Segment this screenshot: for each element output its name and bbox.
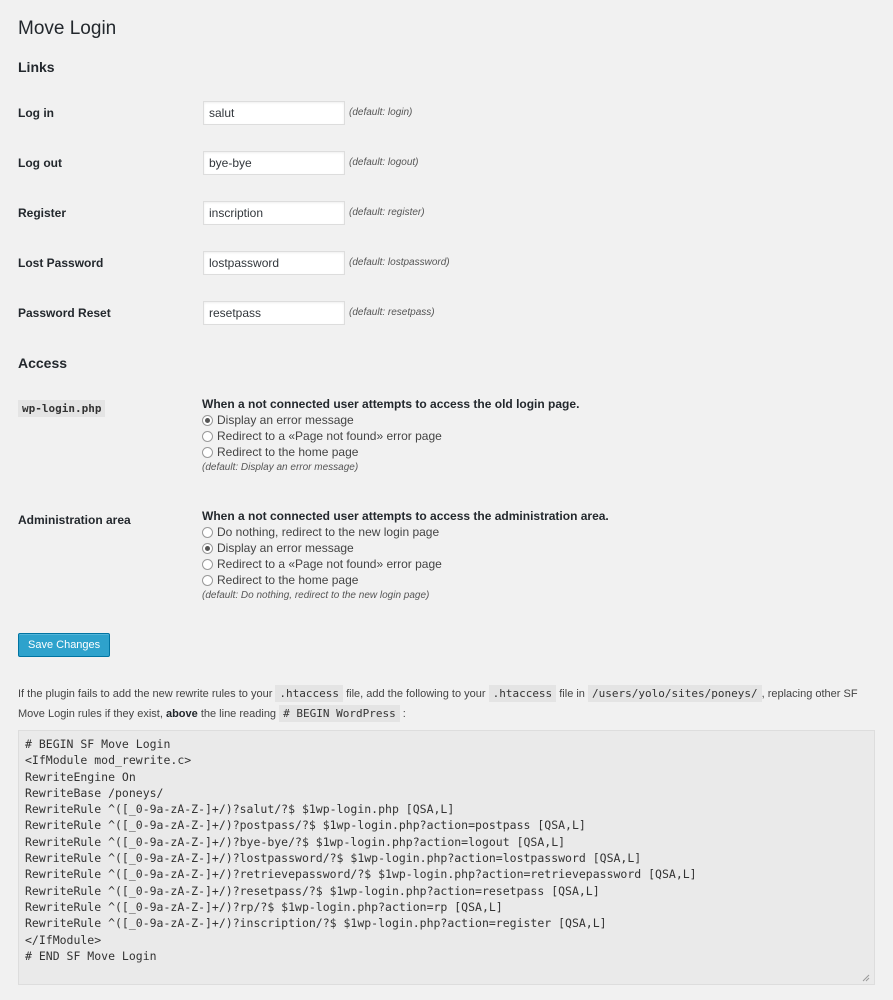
htaccess-instructions xyxy=(18,684,880,724)
radio-icon[interactable] xyxy=(202,527,213,538)
wp-login-access-setting xyxy=(18,396,875,476)
admin-radio-home[interactable] xyxy=(202,572,875,588)
wp-login-radio-error[interactable] xyxy=(202,412,875,428)
begin-wordpress-code: # BEGIN WordPress xyxy=(279,705,400,722)
wp-login-radio-home[interactable] xyxy=(202,444,875,460)
logout-row xyxy=(18,151,875,201)
radio-label: Redirect to a «Page not found» error page xyxy=(217,428,442,443)
radio-label: Do nothing, redirect to the new login page xyxy=(217,524,440,539)
htaccess-rules-textarea[interactable]: # BEGIN SF Move Login <IfModule mod_rewrite.c> RewriteEngine On RewriteBase /poneys/ RewriteRule ^([_0-9a-zA-Z-]+/)?salut/?$ $1wp-login.php [QSA,L] RewriteRule ^([_0-9a-zA-Z-]+/)?postpass/?$ $1wp-login.php?action=postpass [QSA,L] RewriteRule ^([_0-9a-zA-Z-]+/)?bye-bye/?$ $1wp-login.php?action=logout [QSA,L] RewriteRule ^([_0-9a-zA-Z-]+/)?lostpassword/?$ $1wp-login.php?action=lostpassword [QSA,L] RewriteRule ^([_0-9a-zA-Z-]+/)?retrievepassword/?$ $1wp-login.php?action=retrievepassword [QSA,L] RewriteRule ^([_0-9a-zA-Z-]+/)?resetpass/?$ $1wp-login.php?action=resetpass [QSA,L] RewriteRule ^([_0-9a-zA-Z-]+/)?rp/?$ $1wp-login.php?action=rp [QSA,L] RewriteRule ^([_0-9a-zA-Z-]+/)?inscription/?$ $1wp-login.php?action=register [QSA,L] </IfModule> # END SF Move Login xyxy=(18,730,875,985)
page-title: Move Login xyxy=(18,18,117,39)
register-label: Register xyxy=(18,205,67,220)
register-default-hint: (default: register) xyxy=(349,206,425,218)
radio-icon[interactable] xyxy=(202,431,213,442)
lost-password-slug-input[interactable] xyxy=(203,251,345,275)
admin-radio-error[interactable] xyxy=(202,540,875,556)
register-row xyxy=(18,201,875,251)
password-reset-row xyxy=(18,301,875,340)
htaccess-code: .htaccess xyxy=(489,685,557,702)
login-row xyxy=(18,101,875,151)
radio-label: Redirect to the home page xyxy=(217,572,359,587)
radio-icon[interactable] xyxy=(202,447,213,458)
note-text: , replacing other SF Move Login rules if they exist, xyxy=(18,688,858,720)
admin-radio-404[interactable] xyxy=(202,556,875,572)
radio-label: Display an error message xyxy=(217,412,354,427)
admin-default-hint: (default: Do nothing, redirect to the new login page) xyxy=(202,590,430,602)
radio-label: Display an error message xyxy=(217,540,354,555)
resize-grip-icon[interactable] xyxy=(862,974,870,982)
radio-icon[interactable] xyxy=(202,415,213,426)
admin-options xyxy=(202,508,875,604)
radio-icon[interactable] xyxy=(202,559,213,570)
note-text: : xyxy=(402,708,406,720)
radio-label: Redirect to a «Page not found» error page xyxy=(217,556,442,571)
password-reset-slug-input[interactable] xyxy=(203,301,345,325)
password-reset-default-hint: (default: resetpass) xyxy=(349,306,435,318)
login-default-hint: (default: login) xyxy=(349,106,413,118)
wp-login-code: wp-login.php xyxy=(18,400,105,417)
site-path-code: /users/yolo/sites/poneys/ xyxy=(588,685,762,702)
save-changes-button[interactable]: Save Changes xyxy=(18,633,110,657)
logout-slug-input[interactable] xyxy=(203,151,345,175)
admin-radio-nothing[interactable] xyxy=(202,524,875,540)
lost-password-label: Lost Password xyxy=(18,255,104,270)
admin-access-setting xyxy=(18,508,875,604)
lost-password-default-hint: (default: lostpassword) xyxy=(349,256,450,268)
access-heading: Access xyxy=(18,354,68,371)
wp-login-radio-404[interactable] xyxy=(202,428,875,444)
admin-area-label: Administration area xyxy=(18,513,131,528)
login-slug-input[interactable] xyxy=(203,101,345,125)
wp-login-default-hint: (default: Display an error message) xyxy=(202,462,359,474)
logout-label: Log out xyxy=(18,155,62,170)
wp-login-description: When a not connected user attempts to access the old login page. xyxy=(202,397,580,412)
radio-icon[interactable] xyxy=(202,543,213,554)
links-form xyxy=(18,101,875,340)
logout-default-hint: (default: logout) xyxy=(349,156,419,168)
note-text: the line reading xyxy=(200,708,277,720)
lost-password-row xyxy=(18,251,875,301)
note-emphasis: above xyxy=(165,708,198,720)
register-slug-input[interactable] xyxy=(203,201,345,225)
radio-label: Redirect to the home page xyxy=(217,444,359,459)
note-text: If the plugin fails to add the new rewrite rules to your xyxy=(18,688,273,700)
note-text: file in xyxy=(559,688,585,700)
note-text: file, add the following to your xyxy=(346,688,486,700)
links-heading: Links xyxy=(18,58,55,75)
radio-icon[interactable] xyxy=(202,575,213,586)
password-reset-label: Password Reset xyxy=(18,305,111,320)
wp-login-label xyxy=(18,400,105,417)
htaccess-code: .htaccess xyxy=(275,685,343,702)
admin-description: When a not connected user attempts to access the administration area. xyxy=(202,509,609,524)
wp-login-options xyxy=(202,396,875,476)
login-label: Log in xyxy=(18,105,54,120)
